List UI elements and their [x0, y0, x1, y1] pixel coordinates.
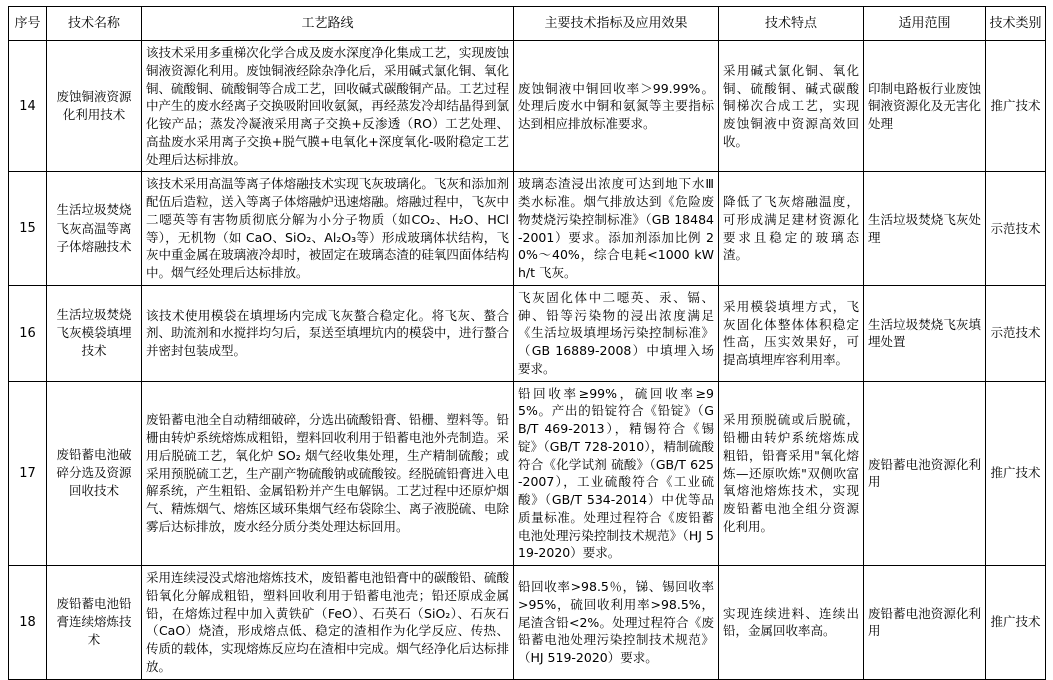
cell-name: 生活垃圾焚烧飞灰模袋填埋技术 — [47, 285, 142, 381]
column-header-index: 主要技术指标及应用效果 — [514, 7, 719, 41]
column-header-no: 序号 — [9, 7, 47, 41]
cell-feature: 采用预脱硫或后脱硫，铅栅由转炉系统熔炼成粗铅，铅膏采用"氧化熔炼—还原吹炼"双侧吹富氧熔池熔炼技术，实现废铅蓄电池全组分资源化利用。 — [719, 381, 864, 566]
cell-index: 铅回收率>98.5％，锑、锡回收率>95%，硫回收利用率>98.5%，尾渣含铅<2%。处理过程符合《废铅蓄电池处理污染控制技术规范》（HJ 519-2020）要求。 — [514, 566, 719, 680]
cell-scope: 印制电路板行业废蚀铜液资源化及无害化处理 — [864, 41, 986, 172]
column-header-name: 技术名称 — [47, 7, 142, 41]
cell-index: 废蚀铜液中铜回收率＞99.99%。处理后废水中铜和氨氮等主要指标达到相应排放标准要求。 — [514, 41, 719, 172]
cell-scope: 废铅蓄电池资源化利用 — [864, 566, 986, 680]
cell-scope: 废铅蓄电池资源化利用 — [864, 381, 986, 566]
cell-category: 推广技术 — [986, 381, 1046, 566]
cell-no: 18 — [9, 566, 47, 680]
cell-route: 该技术采用高温等离子体熔融技术实现飞灰玻璃化。飞灰和添加剂配伍后造粒，送入等离子体熔融炉迅速熔融。熔融过程中，飞灰中二噁英等有害物质彻底分解为小分子物质（如CO₂、H₂O、HCl 等），无机物（如 CaO、SiO₂、Al₂O₃等）形成玻璃体状结构，飞灰中重金属在玻璃液冷却时，被固定在玻璃态渣的硅氧四面体结构中。烟气经处理后达标排放。 — [142, 172, 514, 286]
cell-no: 15 — [9, 172, 47, 286]
table-row — [9, 285, 1046, 381]
table-header-row — [9, 7, 1046, 41]
table-row — [9, 381, 1046, 566]
cell-name: 废铅蓄电池破碎分选及资源回收技术 — [47, 381, 142, 566]
cell-category: 推广技术 — [986, 566, 1046, 680]
column-header-route: 工艺路线 — [142, 7, 514, 41]
cell-index: 飞灰固化体中二噁英、汞、镉、砷、铅等污染物的浸出浓度满足《生活垃圾填埋场污染控制标准》（GB 16889-2008）中填埋入场要求。 — [514, 285, 719, 381]
cell-category: 推广技术 — [986, 41, 1046, 172]
table-row — [9, 172, 1046, 286]
cell-no: 17 — [9, 381, 47, 566]
cell-category: 示范技术 — [986, 285, 1046, 381]
cell-feature: 采用模袋填埋方式，飞灰固化体整体体积稳定性高，压实效果好，可提高填埋库容利用率。 — [719, 285, 864, 381]
cell-route: 采用连续浸没式熔池熔炼技术，废铅蓄电池铅膏中的碳酸铅、硫酸铅氧化分解成粗铅，塑料回收利用于铅蓄电池壳；铅还原成金属铅，在熔炼过程中加入黄铁矿（FeO）、石英石（SiO₂）、石灰石（CaO）烧渣，形成熔点低、稳定的渣相作为化学反应、传热、传质的载体，实现熔炼反应均在渣相中完成。烟气经净化后达标排放。 — [142, 566, 514, 680]
table-row — [9, 566, 1046, 680]
cell-no: 14 — [9, 41, 47, 172]
cell-route: 该技术采用多重梯次化学合成及废水深度净化集成工艺，实现废蚀铜液资源化利用。废蚀铜液经除杂净化后，采用碱式氯化铜、氧化铜、硫酸铜、硫酸铜等合成工艺，回收碱式碳酸铜产品。工艺过程中产生的废水经离子交换吸附回收氨氮，再经蒸发冷却结晶得到氯化铵产品；蒸发冷凝液采用离子交换+反渗透（RO）工艺处理、高盐废水采用离子交换+脱气膜+电氧化+深度氧化-吸附稳定工艺处理后达标排放。 — [142, 41, 514, 172]
cell-scope: 生活垃圾焚烧飞灰处理 — [864, 172, 986, 286]
cell-category: 示范技术 — [986, 172, 1046, 286]
column-header-feature: 技术特点 — [719, 7, 864, 41]
cell-name: 废蚀铜液资源化利用技术 — [47, 41, 142, 172]
cell-no: 16 — [9, 285, 47, 381]
cell-name: 废铅蓄电池铅膏连续熔炼技术 — [47, 566, 142, 680]
table-row — [9, 41, 1046, 172]
cell-feature: 降低了飞灰熔融温度，可形成满足建材资源化要求且稳定的玻璃态渣。 — [719, 172, 864, 286]
cell-scope: 生活垃圾焚烧飞灰填埋处置 — [864, 285, 986, 381]
cell-index: 铅回收率≥99%，硫回收率≥95%。产出的铅锭符合《铅锭》（GB/T 469-2013），精锡符合《锡锭》（GB/T 728-2010），精制硫酸符合《化学试剂 硫酸》（GB/T 625-2007），工业硫酸符合《工业硫酸》（GB/T 534-2014）中优等品质量标准。处理过程符合《废铅蓄电池处理污染控制技术规范》（HJ 519-2020）要求。 — [514, 381, 719, 566]
column-header-category: 技术类别 — [986, 7, 1046, 41]
cell-route: 废铅蓄电池全自动精细破碎，分选出硫酸铅膏、铅栅、塑料等。铅栅由转炉系统熔炼成粗铅，塑料回收利用于铅蓄电池外壳制造。采用后脱硫工艺，氧化炉 SO₂ 烟气经收集处理，生产精制硫酸；或采用预脱硫工艺，生产副产物硫酸钠或硫酸铵。经脱硫铅膏进入电解系统，产生粗铅、金属铅粉并产生电解锅。工艺过程中还原炉烟气、精炼烟气、熔炼区域环集烟气经布袋除尘、离子液脱硫、电除雾后达标排放，废水经分质分类处理达标回用。 — [142, 381, 514, 566]
cell-index: 玻璃态渣浸出浓度可达到地下水Ⅲ类水标准。烟气排放达到《危险废物焚烧污染控制标准》（GB 18484-2001）要求。添加剂添加比例 20%～40%，综合电耗<1000 kWh/t 飞灰。 — [514, 172, 719, 286]
cell-name: 生活垃圾焚烧飞灰高温等离子体熔融技术 — [47, 172, 142, 286]
cell-route: 该技术使用模袋在填埋场内完成飞灰螯合稳定化。将飞灰、螯合剂、助流剂和水搅拌均匀后，泵送至填埋坑内的模袋中，进行螯合并密封包装成型。 — [142, 285, 514, 381]
column-header-scope: 适用范围 — [864, 7, 986, 41]
technology-catalog-table — [8, 6, 1046, 680]
cell-feature: 实现连续进料、连续出铅，金属回收率高。 — [719, 566, 864, 680]
cell-feature: 采用碱式氯化铜、氧化铜、硫酸铜、碱式碳酸铜梯次合成工艺，实现废蚀铜液中资源高效回收。 — [719, 41, 864, 172]
